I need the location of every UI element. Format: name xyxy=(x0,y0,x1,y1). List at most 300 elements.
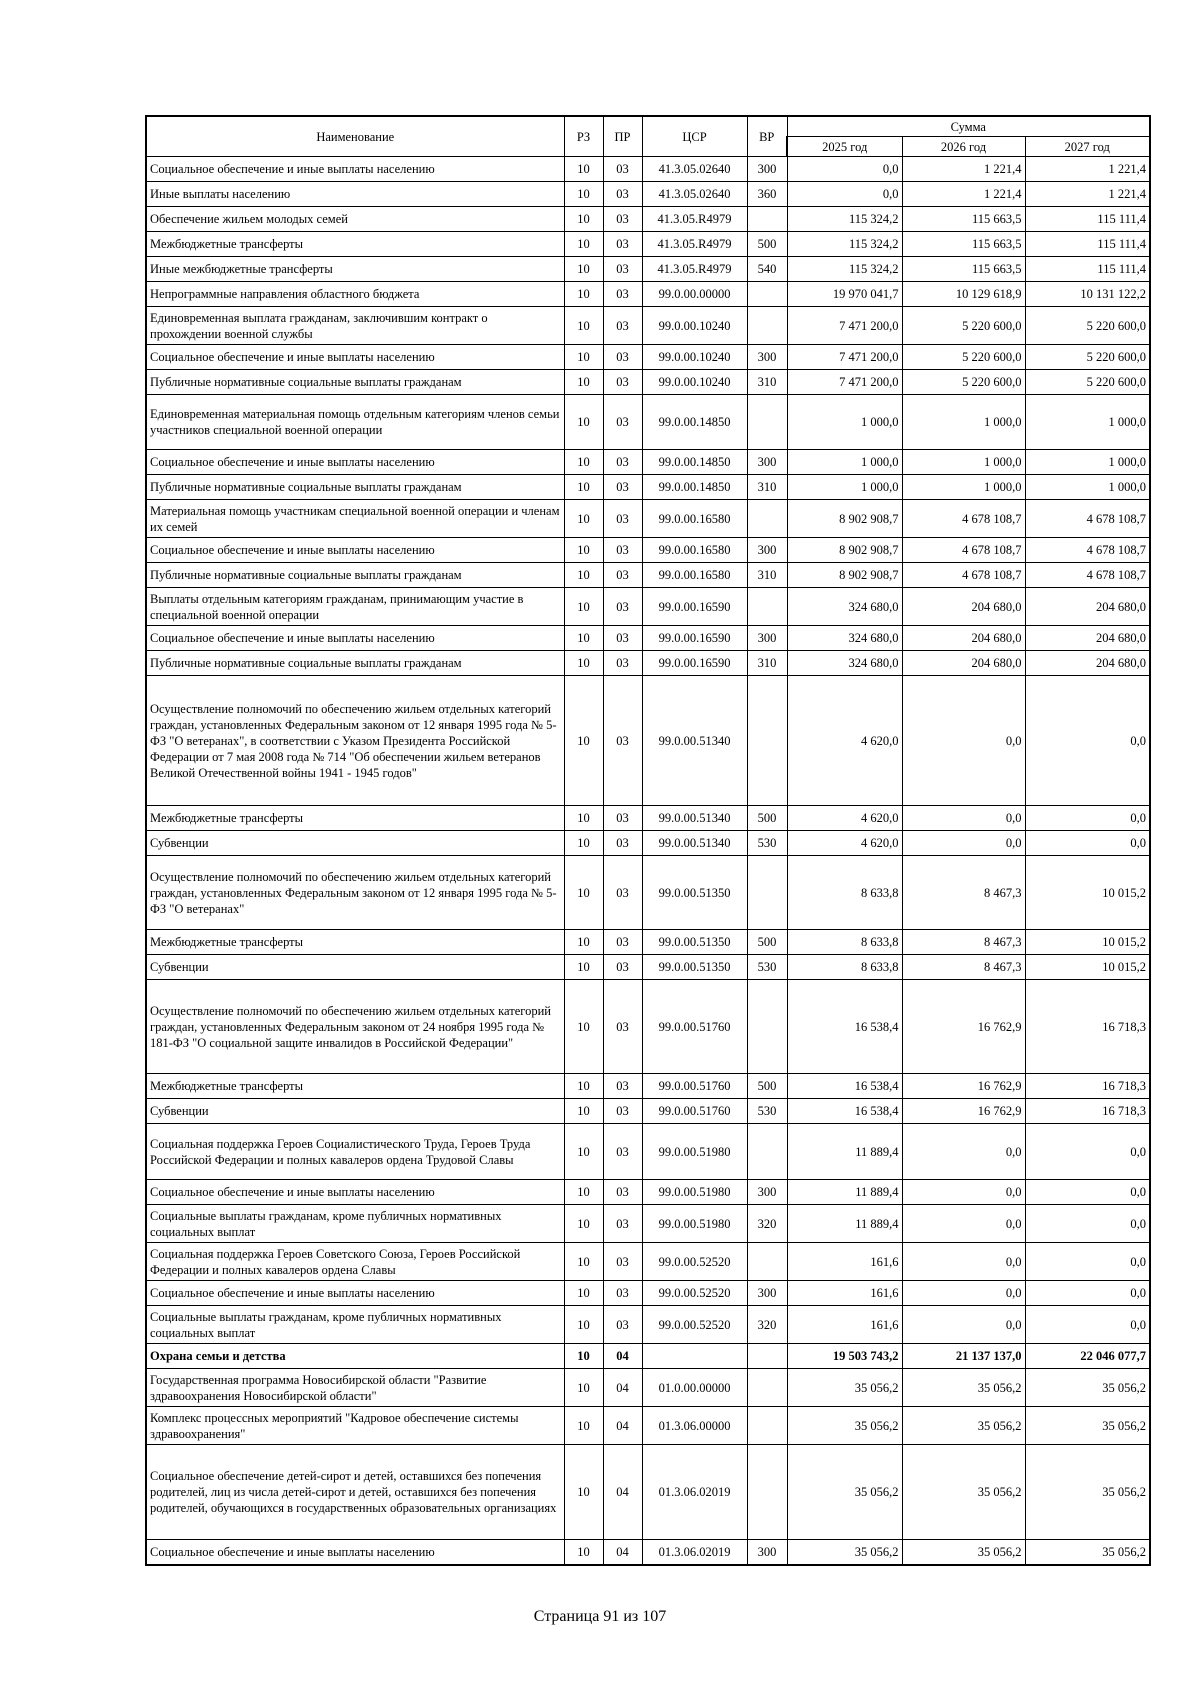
cell-2025: 7 471 200,0 xyxy=(787,370,902,395)
cell-name: Единовременная выплата гражданам, заключившим контракт о прохождении военной службы xyxy=(146,307,564,345)
cell-vr: 300 xyxy=(747,1180,787,1205)
cell-pr: 03 xyxy=(603,1099,642,1124)
cell-vr: 300 xyxy=(747,1281,787,1306)
table-row xyxy=(146,930,1150,955)
cell-vr: 300 xyxy=(747,450,787,475)
cell-csr: 41.3.05.02640 xyxy=(642,182,747,207)
cell-rz: 10 xyxy=(564,500,603,538)
cell-2025: 11 889,4 xyxy=(787,1205,902,1243)
cell-2026: 0,0 xyxy=(902,1205,1025,1243)
cell-pr: 03 xyxy=(603,1180,642,1205)
cell-vr xyxy=(747,980,787,1074)
cell-2027: 5 220 600,0 xyxy=(1025,307,1150,345)
cell-2026: 115 663,5 xyxy=(902,207,1025,232)
cell-2025: 4 620,0 xyxy=(787,676,902,806)
cell-rz: 10 xyxy=(564,1099,603,1124)
cell-pr: 03 xyxy=(603,475,642,500)
cell-csr: 99.0.00.16580 xyxy=(642,538,747,563)
cell-vr xyxy=(747,1344,787,1369)
cell-csr: 01.3.06.02019 xyxy=(642,1540,747,1565)
cell-pr: 03 xyxy=(603,1124,642,1180)
cell-2025: 0,0 xyxy=(787,182,902,207)
table-row xyxy=(146,257,1150,282)
cell-rz: 10 xyxy=(564,538,603,563)
cell-vr: 300 xyxy=(747,157,787,182)
cell-csr: 41.3.05.02640 xyxy=(642,157,747,182)
cell-2025: 8 633,8 xyxy=(787,930,902,955)
cell-rz: 10 xyxy=(564,395,603,450)
cell-pr: 03 xyxy=(603,370,642,395)
cell-2025: 16 538,4 xyxy=(787,1074,902,1099)
cell-pr: 04 xyxy=(603,1369,642,1407)
cell-name: Иные выплаты населению xyxy=(146,182,564,207)
table-row xyxy=(146,1281,1150,1306)
table-row xyxy=(146,157,1150,182)
table-row xyxy=(146,1540,1150,1565)
cell-csr: 99.0.00.14850 xyxy=(642,450,747,475)
cell-2026: 1 000,0 xyxy=(902,395,1025,450)
cell-2027: 10 015,2 xyxy=(1025,930,1150,955)
cell-csr: 99.0.00.16590 xyxy=(642,651,747,676)
cell-name: Социальное обеспечение и иные выплаты населению xyxy=(146,450,564,475)
cell-vr: 300 xyxy=(747,538,787,563)
table-row xyxy=(146,282,1150,307)
cell-csr: 99.0.00.51340 xyxy=(642,831,747,856)
cell-2026: 4 678 108,7 xyxy=(902,500,1025,538)
cell-2027: 115 111,4 xyxy=(1025,257,1150,282)
cell-2026: 0,0 xyxy=(902,1243,1025,1281)
cell-2026: 8 467,3 xyxy=(902,930,1025,955)
cell-pr: 03 xyxy=(603,1205,642,1243)
cell-name: Осуществление полномочий по обеспечению жильем отдельных категорий граждан, установленных Федеральным законом от 24 ноября 1995 года № 181-ФЗ "О социальной защите инвалидов в Российской Федерации" xyxy=(146,980,564,1074)
cell-2026: 4 678 108,7 xyxy=(902,538,1025,563)
cell-2026: 10 129 618,9 xyxy=(902,282,1025,307)
cell-rz: 10 xyxy=(564,257,603,282)
table-row xyxy=(146,806,1150,831)
cell-name: Субвенции xyxy=(146,831,564,856)
cell-2025: 4 620,0 xyxy=(787,806,902,831)
cell-rz: 10 xyxy=(564,1243,603,1281)
cell-2027: 0,0 xyxy=(1025,1306,1150,1344)
cell-rz: 10 xyxy=(564,1124,603,1180)
cell-rz: 10 xyxy=(564,282,603,307)
cell-2026: 115 663,5 xyxy=(902,257,1025,282)
cell-2026: 35 056,2 xyxy=(902,1407,1025,1445)
cell-csr: 41.3.05.R4979 xyxy=(642,257,747,282)
cell-rz: 10 xyxy=(564,182,603,207)
cell-2027: 0,0 xyxy=(1025,1124,1150,1180)
cell-vr: 360 xyxy=(747,182,787,207)
table-row xyxy=(146,651,1150,676)
cell-2027: 1 221,4 xyxy=(1025,182,1150,207)
table-row xyxy=(146,207,1150,232)
cell-2027: 35 056,2 xyxy=(1025,1407,1150,1445)
table-row xyxy=(146,1243,1150,1281)
cell-csr: 99.0.00.16580 xyxy=(642,500,747,538)
cell-2025: 35 056,2 xyxy=(787,1407,902,1445)
cell-pr: 03 xyxy=(603,588,642,626)
cell-vr: 300 xyxy=(747,626,787,651)
cell-2025: 8 902 908,7 xyxy=(787,563,902,588)
cell-csr: 99.0.00.52520 xyxy=(642,1281,747,1306)
cell-name: Публичные нормативные социальные выплаты гражданам xyxy=(146,370,564,395)
cell-vr: 310 xyxy=(747,370,787,395)
cell-2027: 0,0 xyxy=(1025,676,1150,806)
cell-2026: 21 137 137,0 xyxy=(902,1344,1025,1369)
cell-2027: 35 056,2 xyxy=(1025,1540,1150,1565)
cell-name: Социальное обеспечение и иные выплаты населению xyxy=(146,1540,564,1565)
cell-pr: 03 xyxy=(603,626,642,651)
cell-rz: 10 xyxy=(564,157,603,182)
cell-name: Осуществление полномочий по обеспечению жильем отдельных категорий граждан, установленных Федеральным законом от 12 января 1995 года № 5-ФЗ "О ветеранах" xyxy=(146,856,564,930)
cell-2025: 35 056,2 xyxy=(787,1540,902,1565)
cell-csr: 99.0.00.51980 xyxy=(642,1124,747,1180)
cell-name: Социальное обеспечение и иные выплаты населению xyxy=(146,626,564,651)
cell-name: Иные межбюджетные трансферты xyxy=(146,257,564,282)
col-header-2027: 2027 год xyxy=(1025,137,1150,157)
cell-2026: 204 680,0 xyxy=(902,651,1025,676)
cell-name: Материальная помощь участникам специальной военной операции и членам их семей xyxy=(146,500,564,538)
cell-2025: 8 633,8 xyxy=(787,856,902,930)
cell-name: Социальная поддержка Героев Советского Союза, Героев Российской Федерации и полных кавалеров ордена Славы xyxy=(146,1243,564,1281)
cell-2025: 115 324,2 xyxy=(787,207,902,232)
cell-rz: 10 xyxy=(564,1407,603,1445)
cell-rz: 10 xyxy=(564,1445,603,1540)
cell-vr: 310 xyxy=(747,563,787,588)
table-row xyxy=(146,370,1150,395)
cell-rz: 10 xyxy=(564,1369,603,1407)
cell-2025: 1 000,0 xyxy=(787,395,902,450)
cell-2025: 35 056,2 xyxy=(787,1369,902,1407)
cell-name: Выплаты отдельным категориям гражданам, принимающим участие в специальной военной операции xyxy=(146,588,564,626)
table-row xyxy=(146,538,1150,563)
cell-2027: 115 111,4 xyxy=(1025,207,1150,232)
cell-pr: 03 xyxy=(603,500,642,538)
cell-vr: 540 xyxy=(747,257,787,282)
cell-csr: 99.0.00.16590 xyxy=(642,588,747,626)
cell-rz: 10 xyxy=(564,1540,603,1565)
cell-vr: 500 xyxy=(747,806,787,831)
cell-vr xyxy=(747,207,787,232)
cell-vr xyxy=(747,1407,787,1445)
cell-2025: 324 680,0 xyxy=(787,626,902,651)
cell-pr: 03 xyxy=(603,651,642,676)
cell-pr: 03 xyxy=(603,157,642,182)
cell-vr xyxy=(747,307,787,345)
cell-pr: 04 xyxy=(603,1540,642,1565)
cell-rz: 10 xyxy=(564,930,603,955)
cell-pr: 03 xyxy=(603,955,642,980)
cell-rz: 10 xyxy=(564,806,603,831)
cell-2025: 115 324,2 xyxy=(787,257,902,282)
cell-pr: 03 xyxy=(603,856,642,930)
cell-2027: 10 015,2 xyxy=(1025,856,1150,930)
cell-2025: 35 056,2 xyxy=(787,1445,902,1540)
cell-name: Единовременная материальная помощь отдельным категориям членов семьи участников специальной военной операции xyxy=(146,395,564,450)
table-row xyxy=(146,955,1150,980)
cell-name: Социальное обеспечение и иные выплаты населению xyxy=(146,1281,564,1306)
cell-name: Комплекс процессных мероприятий "Кадровое обеспечение системы здравоохранения" xyxy=(146,1407,564,1445)
cell-vr: 300 xyxy=(747,345,787,370)
cell-rz: 10 xyxy=(564,563,603,588)
cell-2025: 16 538,4 xyxy=(787,980,902,1074)
cell-pr: 03 xyxy=(603,207,642,232)
col-header-csr: ЦСР xyxy=(642,116,747,157)
table-row xyxy=(146,1099,1150,1124)
cell-csr: 99.0.00.51760 xyxy=(642,1099,747,1124)
cell-2025: 0,0 xyxy=(787,157,902,182)
table-row xyxy=(146,626,1150,651)
cell-vr xyxy=(747,676,787,806)
cell-2026: 16 762,9 xyxy=(902,980,1025,1074)
cell-csr: 99.0.00.10240 xyxy=(642,307,747,345)
cell-vr: 320 xyxy=(747,1205,787,1243)
cell-2025: 7 471 200,0 xyxy=(787,307,902,345)
cell-2027: 10 131 122,2 xyxy=(1025,282,1150,307)
cell-2026: 1 000,0 xyxy=(902,450,1025,475)
col-header-2026: 2026 год xyxy=(902,137,1025,157)
cell-pr: 03 xyxy=(603,1243,642,1281)
cell-2027: 4 678 108,7 xyxy=(1025,563,1150,588)
cell-2026: 4 678 108,7 xyxy=(902,563,1025,588)
cell-2026: 8 467,3 xyxy=(902,955,1025,980)
table-row xyxy=(146,307,1150,345)
cell-name: Обеспечение жильем молодых семей xyxy=(146,207,564,232)
cell-pr: 03 xyxy=(603,450,642,475)
cell-2026: 5 220 600,0 xyxy=(902,307,1025,345)
cell-2027: 22 046 077,7 xyxy=(1025,1344,1150,1369)
cell-2027: 0,0 xyxy=(1025,1281,1150,1306)
cell-2026: 0,0 xyxy=(902,1281,1025,1306)
cell-vr: 500 xyxy=(747,1074,787,1099)
cell-csr: 99.0.00.51980 xyxy=(642,1180,747,1205)
cell-csr: 99.0.00.16580 xyxy=(642,563,747,588)
cell-rz: 10 xyxy=(564,588,603,626)
table-row xyxy=(146,182,1150,207)
cell-2026: 0,0 xyxy=(902,831,1025,856)
cell-2026: 1 000,0 xyxy=(902,475,1025,500)
cell-csr: 99.0.00.16590 xyxy=(642,626,747,651)
cell-pr: 03 xyxy=(603,1074,642,1099)
cell-pr: 03 xyxy=(603,345,642,370)
cell-vr xyxy=(747,500,787,538)
cell-2027: 204 680,0 xyxy=(1025,651,1150,676)
cell-name: Межбюджетные трансферты xyxy=(146,930,564,955)
cell-name: Межбюджетные трансферты xyxy=(146,232,564,257)
cell-pr: 03 xyxy=(603,806,642,831)
cell-2026: 115 663,5 xyxy=(902,232,1025,257)
cell-name: Социальное обеспечение и иные выплаты населению xyxy=(146,345,564,370)
cell-pr: 03 xyxy=(603,831,642,856)
cell-2026: 0,0 xyxy=(902,806,1025,831)
cell-2026: 1 221,4 xyxy=(902,182,1025,207)
table-row xyxy=(146,345,1150,370)
cell-2027: 35 056,2 xyxy=(1025,1445,1150,1540)
cell-pr: 03 xyxy=(603,257,642,282)
cell-rz: 10 xyxy=(564,1180,603,1205)
cell-name: Государственная программа Новосибирской области "Развитие здравоохранения Новосибирской области" xyxy=(146,1369,564,1407)
cell-2026: 5 220 600,0 xyxy=(902,345,1025,370)
cell-rz: 10 xyxy=(564,345,603,370)
cell-csr: 41.3.05.R4979 xyxy=(642,207,747,232)
cell-2026: 0,0 xyxy=(902,1124,1025,1180)
cell-2026: 16 762,9 xyxy=(902,1099,1025,1124)
cell-name: Межбюджетные трансферты xyxy=(146,1074,564,1099)
cell-csr: 01.3.06.00000 xyxy=(642,1407,747,1445)
cell-vr xyxy=(747,856,787,930)
header-row xyxy=(146,116,1150,137)
table-row xyxy=(146,232,1150,257)
cell-2025: 16 538,4 xyxy=(787,1099,902,1124)
cell-2025: 11 889,4 xyxy=(787,1180,902,1205)
cell-2027: 16 718,3 xyxy=(1025,1099,1150,1124)
cell-rz: 10 xyxy=(564,450,603,475)
cell-2026: 0,0 xyxy=(902,1306,1025,1344)
cell-pr: 03 xyxy=(603,182,642,207)
cell-name: Публичные нормативные социальные выплаты гражданам xyxy=(146,475,564,500)
cell-2026: 35 056,2 xyxy=(902,1369,1025,1407)
cell-2027: 10 015,2 xyxy=(1025,955,1150,980)
budget-sheet xyxy=(145,115,1149,1566)
cell-csr: 99.0.00.52520 xyxy=(642,1306,747,1344)
cell-name: Осуществление полномочий по обеспечению жильем отдельных категорий граждан, установленных Федеральным законом от 12 января 1995 года № 5-ФЗ "О ветеранах", в соответствии с Указом Президента Российской Федерации от 7 мая 2008 года № 714 "Об обеспечении жильем ветеранов Великой Отечественной войны 1941 - 1945 годов" xyxy=(146,676,564,806)
cell-2027: 1 000,0 xyxy=(1025,475,1150,500)
cell-2026: 1 221,4 xyxy=(902,157,1025,182)
cell-vr xyxy=(747,1243,787,1281)
cell-rz: 10 xyxy=(564,626,603,651)
table-row xyxy=(146,856,1150,930)
cell-csr: 99.0.00.10240 xyxy=(642,370,747,395)
cell-pr: 04 xyxy=(603,1344,642,1369)
cell-2027: 1 221,4 xyxy=(1025,157,1150,182)
col-header-name: Наименование xyxy=(146,116,564,157)
cell-2026: 5 220 600,0 xyxy=(902,370,1025,395)
cell-2027: 0,0 xyxy=(1025,1243,1150,1281)
cell-2026: 16 762,9 xyxy=(902,1074,1025,1099)
cell-vr: 310 xyxy=(747,475,787,500)
cell-vr: 530 xyxy=(747,831,787,856)
cell-2027: 115 111,4 xyxy=(1025,232,1150,257)
cell-rz: 10 xyxy=(564,676,603,806)
cell-csr: 99.0.00.51340 xyxy=(642,676,747,806)
cell-rz: 10 xyxy=(564,1344,603,1369)
cell-csr: 99.0.00.51350 xyxy=(642,955,747,980)
cell-2025: 11 889,4 xyxy=(787,1124,902,1180)
cell-2025: 8 633,8 xyxy=(787,955,902,980)
cell-pr: 03 xyxy=(603,232,642,257)
cell-name: Субвенции xyxy=(146,955,564,980)
cell-2027: 35 056,2 xyxy=(1025,1369,1150,1407)
cell-name: Социальная поддержка Героев Социалистического Труда, Героев Труда Российской Федерации и полных кавалеров ордена Трудовой Славы xyxy=(146,1124,564,1180)
cell-2027: 5 220 600,0 xyxy=(1025,345,1150,370)
cell-rz: 10 xyxy=(564,955,603,980)
cell-2025: 8 902 908,7 xyxy=(787,500,902,538)
table-row xyxy=(146,1407,1150,1445)
table-row xyxy=(146,831,1150,856)
table-row xyxy=(146,676,1150,806)
budget-table xyxy=(145,115,1151,1566)
cell-2025: 8 902 908,7 xyxy=(787,538,902,563)
cell-2027: 1 000,0 xyxy=(1025,395,1150,450)
cell-rz: 10 xyxy=(564,651,603,676)
cell-name: Охрана семьи и детства xyxy=(146,1344,564,1369)
cell-2025: 4 620,0 xyxy=(787,831,902,856)
cell-vr xyxy=(747,1369,787,1407)
cell-name: Публичные нормативные социальные выплаты гражданам xyxy=(146,651,564,676)
cell-name: Социальное обеспечение детей-сирот и детей, оставшихся без попечения родителей, лиц из числа детей-сирот и детей, оставшихся без попечения родителей, обучающихся в государственных образовательных организациях xyxy=(146,1445,564,1540)
cell-rz: 10 xyxy=(564,1074,603,1099)
cell-csr: 99.0.00.51760 xyxy=(642,980,747,1074)
cell-2025: 7 471 200,0 xyxy=(787,345,902,370)
cell-vr: 530 xyxy=(747,1099,787,1124)
cell-rz: 10 xyxy=(564,980,603,1074)
cell-csr xyxy=(642,1344,747,1369)
cell-2026: 35 056,2 xyxy=(902,1445,1025,1540)
cell-csr: 99.0.00.51760 xyxy=(642,1074,747,1099)
cell-csr: 99.0.00.00000 xyxy=(642,282,747,307)
cell-2027: 16 718,3 xyxy=(1025,980,1150,1074)
table-row xyxy=(146,1344,1150,1369)
cell-pr: 04 xyxy=(603,1407,642,1445)
cell-2025: 161,6 xyxy=(787,1281,902,1306)
cell-name: Непрограммные направления областного бюджета xyxy=(146,282,564,307)
cell-2027: 204 680,0 xyxy=(1025,588,1150,626)
cell-pr: 03 xyxy=(603,980,642,1074)
cell-2027: 0,0 xyxy=(1025,1180,1150,1205)
cell-vr: 500 xyxy=(747,930,787,955)
cell-rz: 10 xyxy=(564,1306,603,1344)
cell-csr: 99.0.00.52520 xyxy=(642,1243,747,1281)
cell-rz: 10 xyxy=(564,232,603,257)
cell-2026: 204 680,0 xyxy=(902,588,1025,626)
cell-2027: 5 220 600,0 xyxy=(1025,370,1150,395)
table-row xyxy=(146,1180,1150,1205)
cell-2025: 324 680,0 xyxy=(787,588,902,626)
table-row xyxy=(146,1369,1150,1407)
table-row xyxy=(146,1445,1150,1540)
cell-rz: 10 xyxy=(564,207,603,232)
cell-2025: 324 680,0 xyxy=(787,651,902,676)
cell-pr: 04 xyxy=(603,1445,642,1540)
cell-2027: 4 678 108,7 xyxy=(1025,538,1150,563)
cell-name: Межбюджетные трансферты xyxy=(146,806,564,831)
cell-2025: 161,6 xyxy=(787,1243,902,1281)
cell-name: Субвенции xyxy=(146,1099,564,1124)
cell-csr: 41.3.05.R4979 xyxy=(642,232,747,257)
table-row xyxy=(146,500,1150,538)
cell-rz: 10 xyxy=(564,370,603,395)
cell-2026: 204 680,0 xyxy=(902,626,1025,651)
cell-2027: 204 680,0 xyxy=(1025,626,1150,651)
cell-csr: 99.0.00.51350 xyxy=(642,856,747,930)
cell-rz: 10 xyxy=(564,475,603,500)
cell-rz: 10 xyxy=(564,831,603,856)
cell-2027: 16 718,3 xyxy=(1025,1074,1150,1099)
cell-rz: 10 xyxy=(564,307,603,345)
cell-csr: 99.0.00.14850 xyxy=(642,395,747,450)
cell-2025: 161,6 xyxy=(787,1306,902,1344)
cell-pr: 03 xyxy=(603,1306,642,1344)
cell-pr: 03 xyxy=(603,930,642,955)
col-header-rz: РЗ xyxy=(564,116,603,157)
table-row xyxy=(146,1306,1150,1344)
cell-csr: 99.0.00.51340 xyxy=(642,806,747,831)
table-body xyxy=(146,157,1150,1565)
cell-pr: 03 xyxy=(603,1281,642,1306)
cell-vr: 300 xyxy=(747,1540,787,1565)
cell-csr: 01.3.06.02019 xyxy=(642,1445,747,1540)
cell-2027: 0,0 xyxy=(1025,806,1150,831)
